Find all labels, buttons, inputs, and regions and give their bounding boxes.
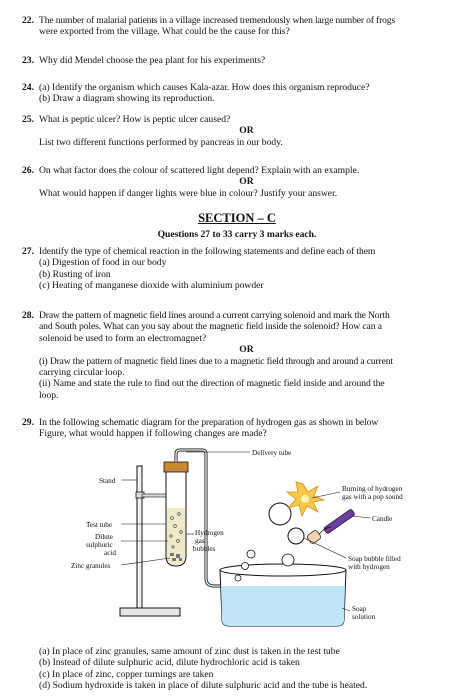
label-bubbles: bubbles <box>193 545 216 553</box>
hydrogen-pop-flash <box>287 482 324 516</box>
label-dilute: Dilute <box>95 533 113 541</box>
or-divider: OR <box>239 344 254 356</box>
question-part-a: (a) Identify the organism which causes Kala-azar. How does this organism reproduce? <box>39 82 370 93</box>
question-part-b: (b) Rusting of iron <box>39 268 111 280</box>
question-part-i: (i) Draw the pattern of magnetic field lines due to a magnetic field through and around a current <box>39 355 393 367</box>
or-divider: OR <box>239 176 254 188</box>
question-part-c: (c) Heating of manganese dioxide with aluminium powder <box>39 280 264 292</box>
question-part-a: (a) Digestion of food in our body <box>39 257 167 269</box>
question-number: 25. <box>22 114 34 125</box>
option-b: (b) Instead of dilute sulphuric acid, dilute hydrochloric acid is taken <box>39 657 300 669</box>
question-22 <box>22 15 454 38</box>
question-text: List two different functions performed by pancreas in our body. <box>39 136 283 148</box>
label-hydrogen: Hydrogen <box>195 529 224 537</box>
question-text: In the following schematic diagram for the preparation of hydrogen gas as shown in below <box>39 417 379 428</box>
question-number: 27. <box>22 246 34 257</box>
question-text: and South poles. What can you say about the magnetic field inside the solenoid? How can a <box>39 321 382 333</box>
question-23 <box>22 55 454 66</box>
label-candle: Candle <box>372 515 393 523</box>
question-text: Identify the type of chemical reaction in the following statements and define each of them <box>39 246 376 257</box>
question-number: 22. <box>22 15 34 26</box>
question-text: What is peptic ulcer? How is peptic ulcer caused? <box>39 114 231 125</box>
question-27 <box>22 246 454 292</box>
question-number: 24. <box>22 82 34 93</box>
label-with-hydrogen: with hydrogen <box>348 563 390 571</box>
label-soap: Soap <box>352 605 367 613</box>
question-number: 28. <box>22 310 34 321</box>
question-25 <box>22 114 454 148</box>
option-a: (a) In place of zinc granules, same amount of zinc dust is taken in the test tube <box>39 646 340 657</box>
or-divider: OR <box>239 125 254 137</box>
question-part-ii: (ii) Name and state the rule to find out the direction of magnetic field inside and around the <box>39 378 385 390</box>
question-part-i: carrying circular loop. <box>39 367 125 379</box>
question-26 <box>22 165 454 199</box>
question-text: On what factor does the colour of scattered light depend? Explain with an example. <box>39 165 360 176</box>
question-text: were exported from the village. What could be the cause for this? <box>39 26 290 38</box>
label-stand: Stand <box>99 477 116 485</box>
question-number: 26. <box>22 165 34 176</box>
label-pop-sound: gas with a pop sound <box>342 493 403 501</box>
label-soap-bubble: Soap bubble filled <box>348 555 401 563</box>
question-part-b: (b) Draw a diagram showing its reproduction. <box>39 93 215 105</box>
stand-rod <box>137 466 142 608</box>
question-text: Figure, what would happen if following changes are made? <box>39 428 267 440</box>
question-text: What would happen if danger lights were blue in colour? Justify your answer. <box>39 187 338 199</box>
label-acid: acid <box>104 549 116 557</box>
question-text: Draw the pattern of magnetic field lines around a current carrying solenoid and mark the North <box>39 310 390 321</box>
label-test-tube: Test tube <box>86 521 113 529</box>
rising-bubble <box>269 503 291 525</box>
rubber-stopper <box>164 462 188 472</box>
clamp-arm <box>142 494 168 497</box>
question-part-ii: loop. <box>39 389 59 401</box>
label-sulphuric: sulphuric <box>86 541 113 549</box>
candle-icon <box>306 509 355 545</box>
soap-bubble-hydrogen <box>288 528 304 544</box>
option-c: (c) In place of zinc, copper turnings are taken <box>39 668 214 680</box>
question-29 <box>22 417 454 440</box>
question-text: Why did Mendel choose the pea plant for his experiments? <box>39 55 266 66</box>
stand-base <box>120 608 180 616</box>
label-zinc-granules: Zinc granules <box>71 562 111 570</box>
label-solution: solution <box>352 613 376 621</box>
label-burning: Burning of hydrogen <box>342 485 403 493</box>
label-gas: gas <box>195 537 205 545</box>
question-text: The number of malarial patients in a village increased tremendously when large number of frogs <box>39 15 396 26</box>
question-29-options <box>39 646 459 692</box>
label-delivery-tube: Delivery tube <box>252 449 292 457</box>
question-text: solenoid be used to form an electromagnet? <box>39 332 207 344</box>
question-24 <box>22 82 454 105</box>
option-d: (d) Sodium hydroxide is taken in place of dilute sulphuric acid and the tube is heated. <box>39 680 368 692</box>
hydrogen-preparation-diagram <box>0 448 474 643</box>
soap-solution <box>221 586 345 626</box>
question-28 <box>22 310 454 401</box>
question-number: 29. <box>22 417 34 428</box>
question-number: 23. <box>22 55 34 66</box>
section-title: SECTION – C <box>198 211 276 225</box>
section-subtitle: Questions 27 to 33 carry 3 marks each. <box>157 229 317 240</box>
